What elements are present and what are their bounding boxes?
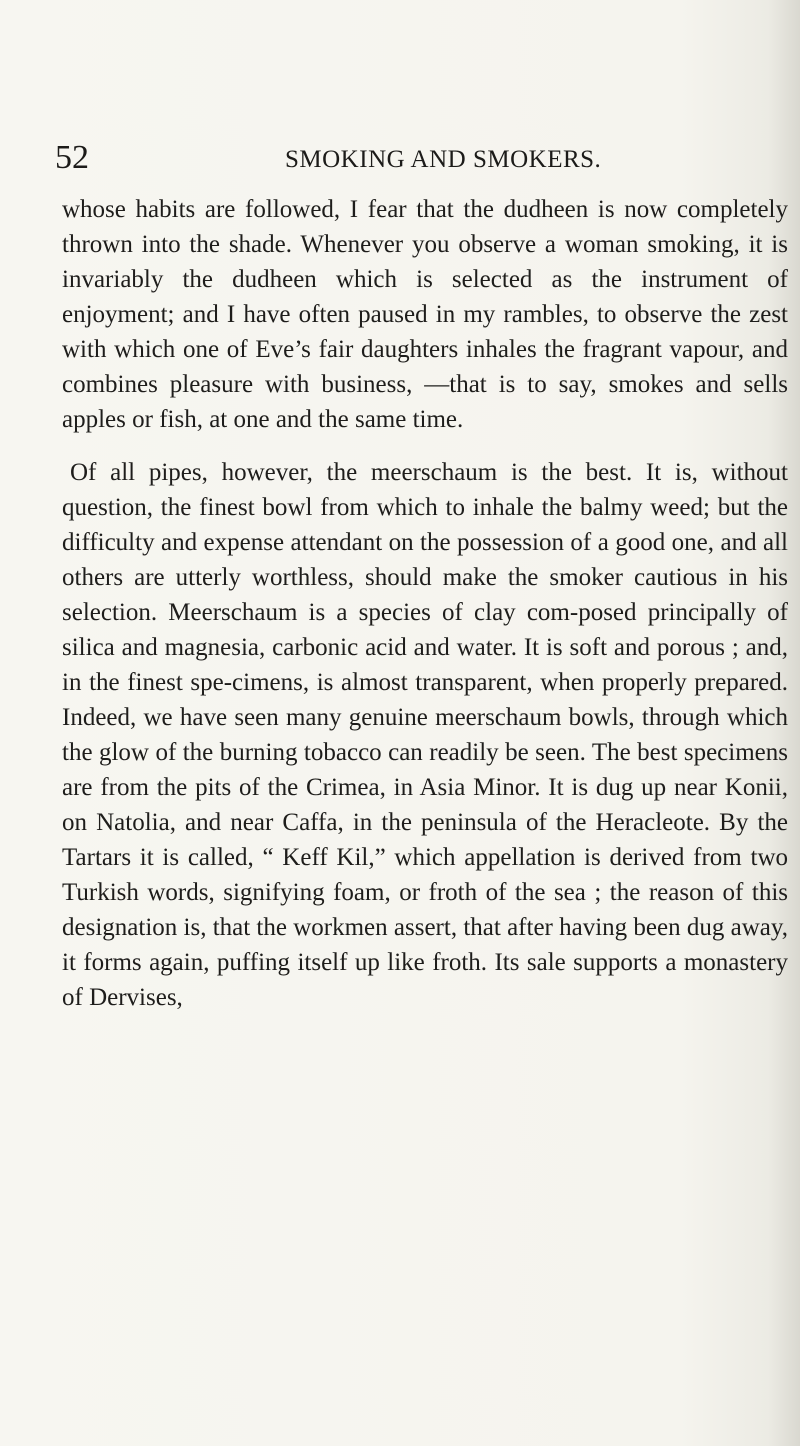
body-text	[62, 192, 788, 1015]
paragraph-meerschaum: Of all pipes, however, the meerschaum is the best. It is, without question, the finest bowl from which to inhale the balmy weed; but the difficulty and expense attendant on the possession of a good one, and all others are utterly worthless, should make the smoker cautious in his selection. Meerschaum is a species of clay com-posed principally of silica and magnesia, carbonic acid and water. It is soft and porous ; and, in the finest spe-cimens, is almost transparent, when properly prepared. Indeed, we have seen many genuine meerschaum bowls, through which the glow of the burning tobacco can readily be seen. The best specimens are from the pits of the Crimea, in Asia Minor. It is dug up near Konii, on Natolia, and near Caffa, in the peninsula of the Heracleote. By the Tartars it is called, “ Keff Kil,” which appellation is derived from two Turkish words, signifying foam, or froth of the sea ; the reason of this designation is, that the workmen assert, that after having been dug away, it forms again, puffing itself up like froth. Its sale supports a monastery of Dervises,	[62, 459, 788, 1011]
page-number: 52	[55, 139, 89, 176]
running-title: SMOKING AND SMOKERS.	[285, 146, 602, 173]
page-header	[55, 140, 755, 176]
paragraph-continued: whose habits are followed, I fear that the dudheen is now completely thrown into the shade. Whenever you observe a woman smoking, it is invariably the dudheen which is selected as the instrument of enjoyment; and I have often paused in my rambles, to observe the zest with which one of Eve’s fair daughters inhales the fragrant vapour, and combines pleasure with business, —that is to say, smokes and sells apples or fish, at one and the same time.	[62, 196, 788, 433]
